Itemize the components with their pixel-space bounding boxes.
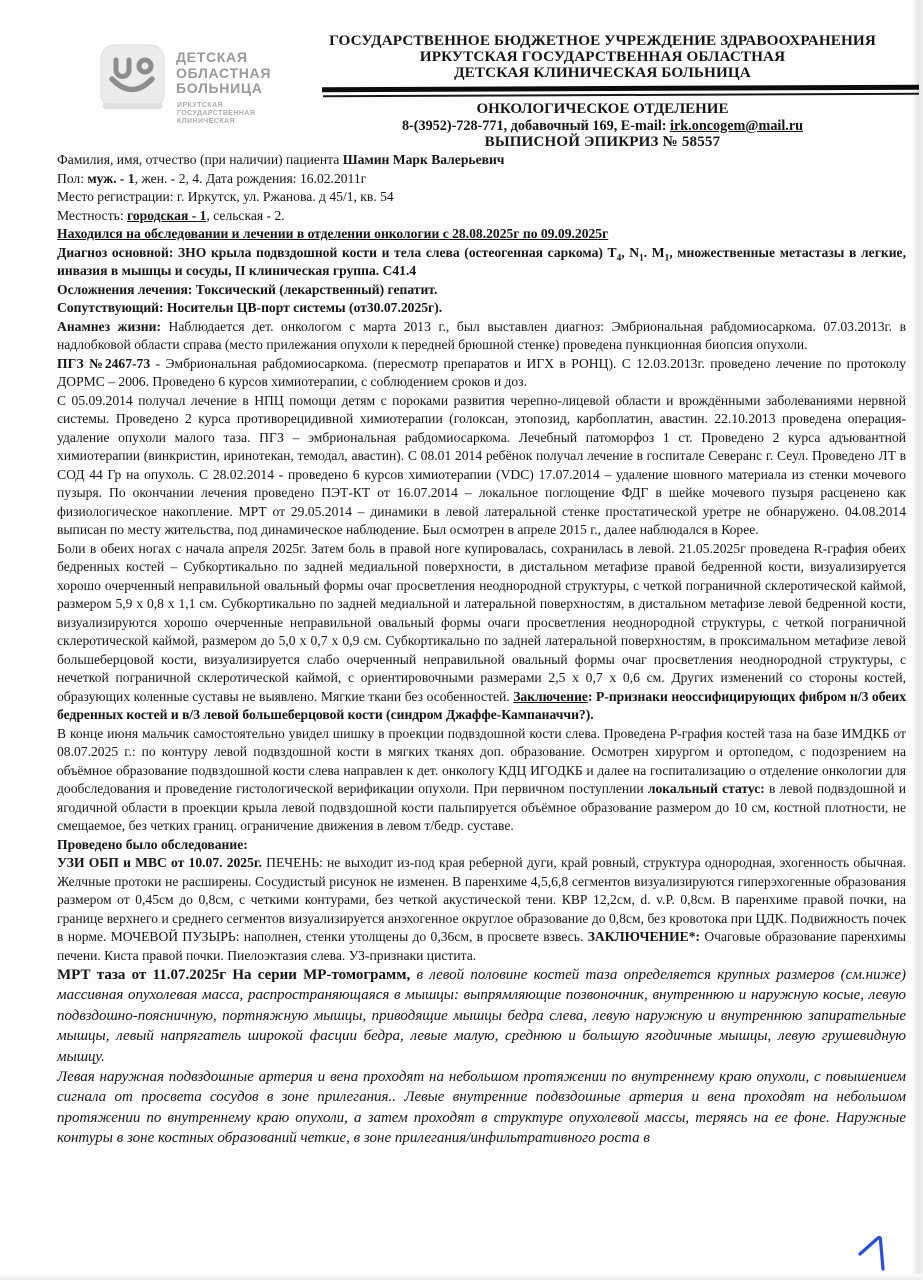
xray-femur-paragraph: Боли в обеих ногах с начала апреля 2025г. Затем боль в правой ноге купировалась, сохранилась в левой. 21.05.2025г проведена R-графия обеих бедренных костей – Субкортикально по задней медиальной поверхности, в дистальном метафизе правой бедренной кости, визуализируется хорошо очерченный неправильной овальный формы очаг просветления неоднородной структуры, с четкой пограничной склеротической каймой, размером 5,9 х 0,8 х 1,1 см. Субкортикально по задней медиальной и латеральной поверхностям, в дистальном метафизе левой бедренной кости, визуализируются хорошо очерченные неправильной овальный формы очаги просветления неоднородной структуры, с четкой пограничной склеротической каймой, размером до 5,0 х 0,7 х 0,9 см. Субкортикально по задней латеральной поверхностям, в проксимальном метафизе левой большеберцовой кости, визуализируется слабо очерченный неправильной овальный формы очаг просветления неоднородной структуры, с нечеткой пограничной склеротической каймой, с ориентировочными размерами 2,5 х 0,7 х 0,6 см. Других изменений со стороны костей, образующих коленные суставы не выявлено. Мягкие ткани без особенностей. Заключение: Р-признаки неоссифицирующих фибром н/3 обеих бедренных костей и в/3 левой большеберцовой кости (синдром Джаффе-Кампаначчи?). [57, 540, 906, 722]
scan-edge-shadow [912, 0, 923, 1280]
main-diagnosis: Диагноз основной: ЗНО крыла подвздошной кости и тела слева (остеогенная саркома) $Т_4$, $N_1$. $М_1$, множественные метастазы в легкие, инвазия в мышцы и сосуды, II клиническая группа. С41.4 [57, 244, 906, 278]
logo-title-line: ОБЛАСТНАЯ [176, 64, 272, 81]
header-rule-thick [322, 85, 919, 92]
document-body [57, 151, 906, 1149]
org-name-line: ИРКУТСКАЯ ГОСУДАРСТВЕННАЯ ОБЛАСТНАЯ [419, 48, 786, 66]
document-title: ВЫПИСНОЙ ЭПИКРИЗ № 58557 [484, 133, 721, 150]
logo-subtitle-line: ГОСУДАРСТВЕННАЯ [177, 109, 256, 117]
treatment-history-paragraph: С 05.09.2014 получал лечение в НПЦ помощи детям с пороками развития черепно-лицевой области и врождёнными заболеваниями нервной системы. Проведено 2 курса противорецидивной химиотерапии (голоксан, этопозид, карбоплатин, авастин. 22.10.2013 проведена операция- удаление опухоли малого таза. ПГЗ – эмбриональная рабдомиосаркома. Лечебный патоморфоз 1 ст. Проведено 2 курса адъювантной химиотерапии (винкристин, иринотекан, темодал, авастин). С 08.01 2014 ребёнок получал лечение в госпитале Северанс г. Сеул. Проведено ЛТ в СОД 44 Гр на опухоль. С 28.02.2014 - проведено 6 курсов химиотерапии (VDC) 17.07.2014 – удаление шовного материала из стенки мочевого пузыря. По окончании лечения проведено ПЭТ-КТ от 16.07.2014 – локальное поглощение ФДГ в шейке мочевого пузыря расценено как физиологическое накопление. МРТ от 29.05.2014 – динамики в левой латеральной стенке простатической уретре не обнаружено. 04.08.2014 выписан по месту жительства, под динамическое наблюдение. Был осмотрен в апреле 2015 г., далее наблюдался в Корее. [57, 392, 906, 537]
logo-title-line: БОЛЬНИЦА [176, 80, 263, 97]
handwritten-pen-mark [840, 1222, 900, 1280]
tumor-detection-paragraph: В конце июня мальчик самостоятельно увидел шишку в проекции подвздошной кости слева. Проведена Р-графия костей таза на базе ИМДКБ от 08.07.2025 г.: по контуру левой подвздошной кости в мягких тканях доп. образование. Осмотрен хирургом и ортопедом, с подозрением на объёмное образование подвздошной кости слева направлен к дет. онкологу КДЦ ИГОДКБ и далее на госпитализацию о отделение онкологии для дообследования и проведение гистологической верификации опухоли. При первичном поступлении локальный статус: в левой подвздошной и ягодичной области в проекции крыла левой подвздошной кости пальпируется объёмное образование размером до 10 см, костной плотности, не смещаемое, без четких границ. ограничение движения в левом т/бедр. суставе. [57, 725, 906, 833]
mri-pelvis-paragraph: МРТ таза от 11.07.2025г На серии МР-томограмм, в левой половине костей таза определяется крупных размеров (см.ниже) массивная опухолевая масса, распространяющаяся в мышцы: выпрямляющие позвоночник, внутреннюю и наружную косые, левую подвздошно-поясничную, портняжную мышцы, приводящие мышцы бедра слева, левую наружную и внутреннюю запирательные мышцы, левый напрягатель широкой фасции бедра, левые малую, среднюю и большую ягодичные мышцы, левую грушевидную мышцу. [57, 967, 907, 1065]
logo-title-line: ДЕТСКАЯ [176, 49, 248, 65]
department-title: ОНКОЛОГИЧЕСКОЕ ОТДЕЛЕНИЕ [476, 101, 729, 117]
org-name-line: ДЕТСКАЯ КЛИНИЧЕСКАЯ БОЛЬНИЦА [454, 64, 751, 82]
hospital-logo-title [176, 50, 271, 97]
phone-text: 8-(3952)-728-771, добавочный 169, E-mail: [401, 117, 671, 134]
department-contact-line [296, 118, 909, 135]
anamnesis-paragraph: Анамнез жизни: Наблюдается дет. онкологом с марта 2013 г., был выставлен диагноз: Эмбриональная рабдомиосаркома. 07.03.2013г. в надлобковой области справа (место прилежания опухоли к передней брюшной стенке) проведена пункционная биопсия опухоли. [57, 318, 906, 352]
histology-pgz-paragraph: ПГЗ №2467-73 - Эмбриональная рабдомиосаркома. (пересмотр препаратов и ИГХ в РОНЦ). С 12.03.2013г. проведено лечение по протоколу ДОРМС – 2006. Проведено 6 курсов химиотерапии, с соблюдением сроков и доз. [57, 355, 906, 389]
concomitant-line: Сопутствующий: Носительн ЦВ-порт системы (от30.07.2025г). [57, 300, 443, 315]
scan-edge-shadow-bottom [0, 1274, 923, 1280]
logo-subtitle-line: КЛИНИЧЕСКАЯ [177, 117, 235, 125]
hospital-smiley-logo-icon [99, 43, 167, 113]
sex-dob-line: Пол: муж. - 1, жен. - 2, 4. Дата рождения: 16.02.2011г [57, 170, 367, 186]
registration-line: Место регистрации: г. Иркутск, ул. Ржанова. д 45/1, кв. 54 [57, 189, 394, 204]
complications-line: Осложнения лечения: Токсический (лекарственный) гепатит. [57, 281, 438, 297]
logo-subtitle-line: ИРКУТСКАЯ [177, 102, 224, 109]
ultrasound-report-paragraph: УЗИ ОБП и МВС от 10.07. 2025г. ПЕЧЕНЬ: не выходит из-под края реберной дуги, край ровный, структура однородная, эхогенность обычная. Желчные протоки не расширены. Сосудистый рисунок не изменен. В паренхиме 4,5,6,8 сегментов визуализируются гиперэхогенные образования размером от 0,45см до 0,8см, с четкими контурами, без четкой акустической тени. КВР 12,2см, d. v.P. 0,8см. В паренхиме правой почки, на границе верхнего и среднего сегментов визуализируется анэхогенное округлое образование до 0,8см, без кровотока при ЦДК. Подвижность почек в норме. МОЧЕВОЙ ПУЗЫРЬ: наполнен, стенки утолщены до 0,36см, в просвете взвесь. ЗАКЛЮЧЕНИЕ*: Очаговые образование паренхимы печени. Киста правой почки. Пиелоэктазия слева. УЗ-признаки цистита. [57, 855, 906, 963]
admission-period-line: Находился на обследовании и лечении в отделении онкологии с 28.08.2025г по 09.09.2025г [57, 226, 609, 241]
org-name-line: ГОСУДАРСТВЕННОЕ БЮДЖЕТНОЕ УЧРЕЖДЕНИЕ ЗДРАВООХРАНЕНИЯ [329, 32, 876, 49]
patient-name-line: Фамилия, имя, отчество (при наличии) пациента Шамин Марк Валерьевич [57, 152, 505, 167]
locality-line: Местность: городская - 1, сельская - 2. [57, 207, 285, 223]
organization-header [296, 33, 909, 82]
mri-vessels-paragraph: Левая наружная подвздошные артерия и вена проходят на небольшом протяжении по внутреннему краю опухоли, с повышением сигнала от просвета сосудов в зоне прилегания.. Левые внутренние подвздошные артерия и вена проходят на небольшом протяжении по внутреннему краю опухоли, а затем проходят в структуре опухолевой массы, теряясь на ее фоне. Наружные контуры в зоне костных образований четкие, в зоне прилегания/инфильтративного роста в [57, 1069, 906, 1147]
examinations-header-line: Проведено было обследование: [57, 836, 248, 852]
header-rule-thin [323, 93, 919, 97]
hospital-logo-subtitle [177, 102, 255, 125]
email-text: irk.oncogem@mail.ru [670, 117, 804, 134]
